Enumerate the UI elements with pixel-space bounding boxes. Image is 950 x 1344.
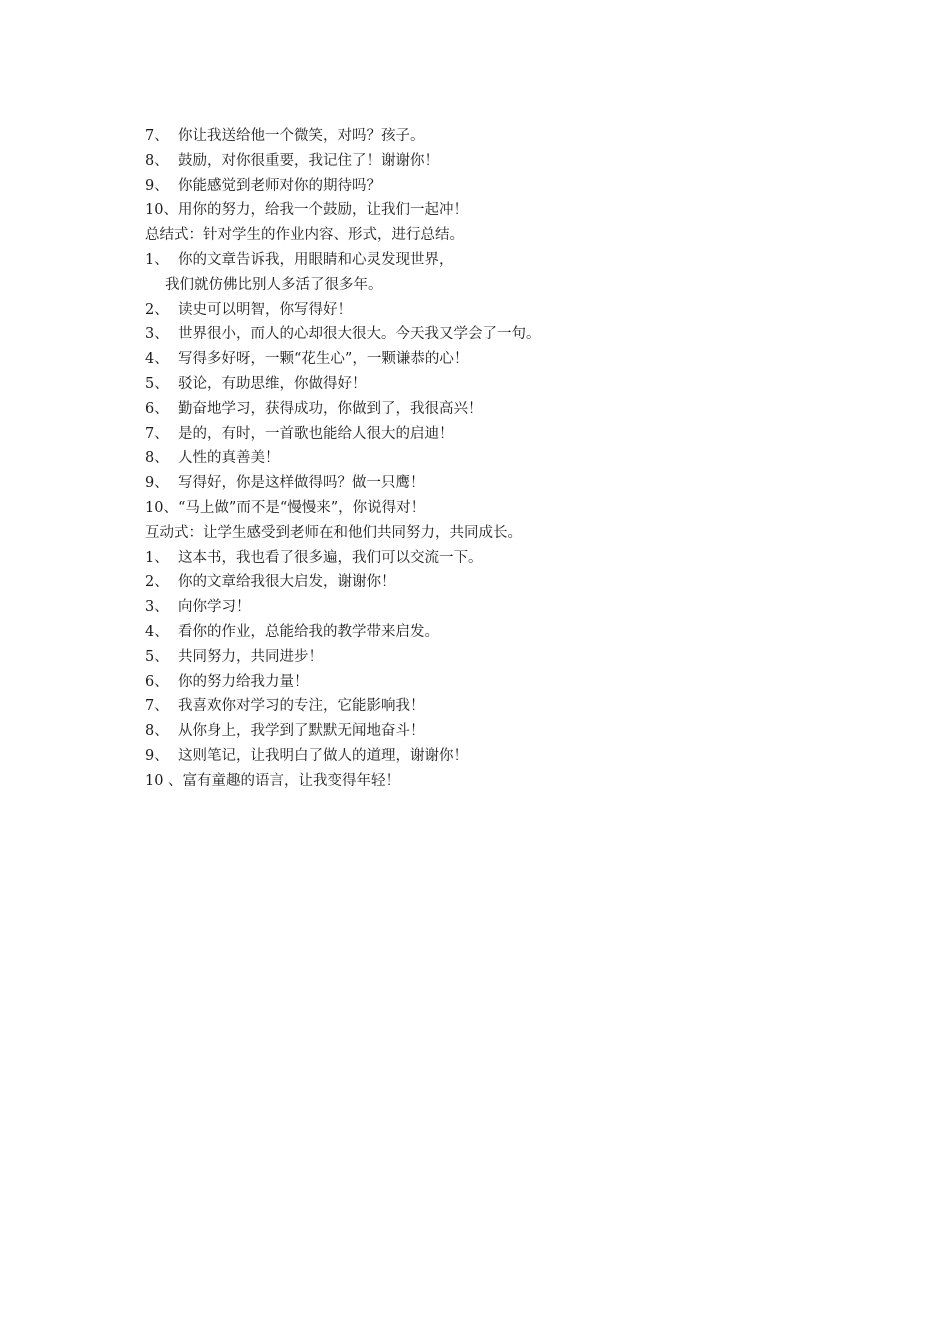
item-number: 8、 [145, 450, 169, 467]
list-item [145, 422, 845, 447]
item-number: 6、 [145, 673, 169, 690]
item-number: 3、 [145, 599, 169, 616]
item-text: 我喜欢你对学习的专注，它能影响我！ [178, 698, 425, 715]
item-number: 5、 [145, 375, 169, 392]
item-text: 富有童趣的语言，让我变得年轻！ [182, 772, 401, 789]
item-number: 6、 [145, 400, 169, 417]
item-text: “马上做”而不是“慢慢来”，你说得对！ [178, 499, 426, 516]
item-text: 从你身上，我学到了默默无闻地奋斗！ [178, 723, 425, 740]
item-text: 驳论，有助思维，你做得好！ [178, 375, 367, 392]
document-page [145, 124, 845, 794]
list-item [145, 570, 845, 595]
list-item [145, 248, 845, 273]
item-text: 这本书，我也看了很多遍，我们可以交流一下。 [178, 549, 483, 566]
list-item [145, 645, 845, 670]
item-number: 9、 [145, 177, 169, 194]
list-item [145, 670, 845, 695]
item-text: 勤奋地学习，获得成功，你做到了，我很高兴！ [178, 400, 483, 417]
list-item [145, 174, 845, 199]
item-number: 1、 [145, 549, 169, 566]
list-item [145, 744, 845, 769]
item-number: 10 、 [145, 772, 183, 789]
item-number: 5、 [145, 648, 169, 665]
item-number: 3、 [145, 326, 169, 343]
item-number: 4、 [145, 351, 169, 368]
list-item [145, 496, 845, 521]
item-text: 人性的真善美！ [178, 450, 280, 467]
list-item [145, 149, 845, 174]
item-number: 2、 [145, 301, 169, 318]
item-number: 8、 [145, 723, 169, 740]
item-text: 世界很小，而人的心却很大很大。今天我又学会了一句。 [178, 326, 541, 343]
item-number: 2、 [145, 574, 169, 591]
item-number: 10、 [145, 499, 178, 516]
item-text: 你的文章告诉我，用眼睛和心灵发现世界， [178, 251, 454, 268]
item-number: 7、 [145, 698, 169, 715]
list-item [145, 372, 845, 397]
list-item [145, 446, 845, 471]
item-text: 向你学习！ [178, 599, 251, 616]
list-item [145, 620, 845, 645]
item-number: 1、 [145, 251, 169, 268]
item-text: 共同努力，共同进步！ [178, 648, 323, 665]
item-text: 你的努力给我力量！ [178, 673, 309, 690]
list-item [145, 546, 845, 571]
list-item [145, 322, 845, 347]
item-text: 写得多好呀，一颗“花生心”，一颗谦恭的心！ [178, 351, 469, 368]
item-text: 你的文章给我很大启发，谢谢你！ [178, 574, 396, 591]
list-item [145, 719, 845, 744]
item-number: 4、 [145, 623, 169, 640]
item-text: 读史可以明智，你写得好！ [178, 301, 352, 318]
list-item [145, 397, 845, 422]
list-item [145, 298, 845, 323]
list-item [145, 769, 845, 794]
item-text: 这则笔记，让我明白了做人的道理，谢谢你！ [178, 747, 468, 764]
section-heading-summary: 总结式：针对学生的作业内容、形式，进行总结。 [145, 227, 464, 244]
item-text: 你让我送给他一个微笑，对吗？孩子。 [178, 128, 425, 144]
list-item [145, 347, 845, 372]
item-number: 8、 [145, 152, 169, 169]
section-heading-interactive: 互动式：让学生感受到老师在和他们共同努力，共同成长。 [145, 524, 522, 541]
item-text: 你能感觉到老师对你的期待吗？ [178, 177, 381, 194]
item-text: 鼓励，对你很重要，我记住了！谢谢你！ [178, 152, 439, 169]
list-item [145, 694, 845, 719]
item-text: 写得好，你是这样做得吗？做一只鹰！ [178, 475, 425, 492]
item-number: 10、 [145, 202, 178, 219]
item-number: 7、 [145, 425, 169, 442]
item-number: 9、 [145, 747, 169, 764]
item-text: 用你的努力，给我一个鼓励，让我们一起冲！ [177, 202, 468, 219]
list-item-continuation: 我们就仿佛比别人多活了很多年。 [165, 276, 383, 293]
list-item [145, 471, 845, 496]
item-number: 7、 [145, 128, 169, 144]
list-item [145, 595, 845, 620]
item-number: 9、 [145, 475, 169, 492]
list-item [145, 198, 845, 223]
item-text: 是的，有时，一首歌也能给人很大的启迪！ [178, 425, 454, 442]
item-text: 看你的作业，总能给我的教学带来启发。 [178, 623, 439, 640]
list-item [145, 124, 845, 149]
